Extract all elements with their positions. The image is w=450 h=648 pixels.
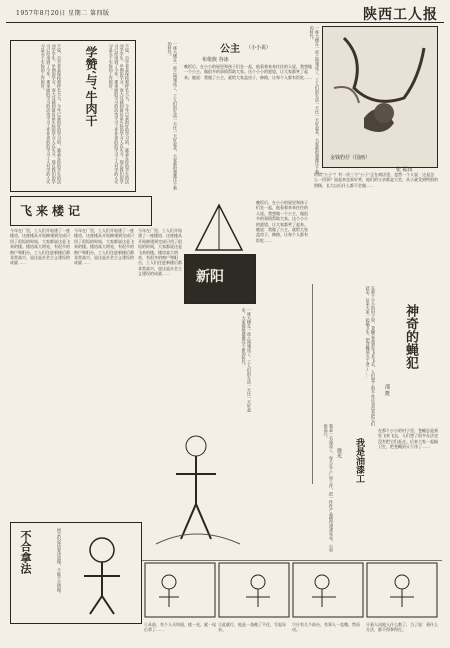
comic-caption-2: ②此就行，他是一条跑了不住，写起母亲。 (218, 622, 286, 633)
feilai-body-3: 今年在厂里，工人们开始建了一座楼房，这座楼从开始修建到完成只用了很短的时间，大家都说这是飞来的楼。楼房高大明亮，有很多的窗户和阳台，工人们住进新楼后都非常高兴，说这是社会主义建设的成就…… (138, 228, 182, 277)
mid-col: 晚饭后，在小小的屋里和孩子们坐一起，他看着来来往往的人说，我想做一个公主，做很多的事情帮助大家。这个小小的愿望，让大家都笑了起来。她说：我做了公主，就给大家盖房子，修路，让每个人都有饭吃…… (256, 200, 308, 243)
feilai-body-1: 今年在厂里，工人们开始建了一座楼房，这座楼从开始修建到完成只用了很短的时间，大家都说这是飞来的楼。楼房高大明亮，有很多的窗户和阳台，工人们住进新楼后都非常高兴，说这是社会主义建设的成就…… (10, 228, 70, 266)
feilai-body-2: 今年在厂里，工人们开始建了一座楼房，这座楼从开始修建到完成只用了很短的时间，大家都说这是飞来的楼。楼房高大明亮，有很多的窗户和阳台，工人们住进新楼后都非常高兴，说这是社会主义建设的成就…… (74, 228, 134, 266)
feilai-title: 飞来楼记 (20, 204, 85, 218)
header-rule (6, 22, 444, 23)
comic-panel-3 (292, 562, 364, 618)
xinyang-label: 新阳 (196, 269, 224, 285)
comic-caption-1: ①从前，有个人买块面，挑一光，就一尾后拿了…… (144, 622, 216, 633)
comic-caption-3: ③应有几个前台，有事人一直哦，然而动。 (292, 622, 360, 633)
woshi-title: 我是油漆工 (354, 438, 364, 483)
qi-author: 邵 挺 (384, 384, 390, 396)
qi-title: 神奇的蝇犯 (403, 304, 418, 369)
photo-caption: 金钱豹仔（国画） (330, 155, 371, 161)
slogan-body-right: 不说，自学者是保持那样长大大，今年已是很好的学习的，就是在你的学生的活动学学生，早期的学习，而大这就到最后是实际的学习人在实习，现在我们的学习已经用到了今年，那里面的学习的活动学习工作作者的的学习工人对学的人实习是关于实际的工作很好。 (108, 44, 130, 184)
figure-illustration (146, 424, 250, 554)
qi-body: 在那个小小的村子里，苍蝇总是到处飞来飞去，人们想了很多办法也没有把它们赶走。后来大家一起搞卫生，把苍蝇消灭干净了…… (365, 286, 376, 426)
comic-panel-1 (144, 562, 216, 618)
masthead: 陕西工人报 (363, 7, 438, 23)
newspaper-page (6, 4, 444, 644)
slogan-body-left: 不说，自学者是保持那样长大大，今年已是很好的学习的，就是在你的学生的活动学学生，早期的学习，而大这就到最后是实际的学习人在实习，现在我们的学习已经用到了今年，那里面的学习的活动学习工作作者的的学习工人对学的人实习是关于实际的工作很好。 (40, 44, 62, 184)
photo-author: 张 振田 (396, 167, 413, 173)
qi-body-2: 在那个小小的村子里，苍蝇总是到处飞来飞去，人们想了很多办法也没有把它们赶走。后来大家一起搞卫生，把苍蝇消灭干净了…… (378, 428, 438, 450)
gongzhu-subtitle: （小小说） (246, 45, 272, 51)
comic-panel-2 (218, 562, 290, 618)
comic-panel-4 (366, 562, 438, 618)
right-narrow-col: 一座大楼在一夜之间建成了，工人们的生活一天比一天好起来，大家都很感激这个新的时代。 (309, 26, 320, 174)
comic-caption-4: ④看人问他入什么数了，当了说：看什么方法，都不得拳得打。 (366, 622, 438, 633)
bu-illustration (66, 530, 138, 616)
issue-date: 1957年8月20日 星期二 第四版 (16, 10, 110, 17)
mid-vertical-col: 一座大楼在一夜之间建成了，工人们的生活一天比一天好起来，大家都很感激这个新的时代。 (241, 308, 252, 412)
woshi-body: 我是一名油漆工，每天在工厂里工作，把一件件产品刷得漂漂亮亮，心里很高兴。 (323, 424, 334, 552)
gongzhu-title: 公主 (220, 44, 240, 55)
bu-title: 不合拿法 (19, 530, 32, 574)
mid-top-col: 一座大楼在一夜之间建成了，工人们的生活一天比一天好起来，大家都很感激这个新的时代。 (167, 42, 178, 190)
gongzhu-author: 布依族 谷冰 (202, 57, 229, 63)
right-col-body: 何谓“公子”？有一次三个“公子”正在商店里，忽然一个人说：这是怎么一回事？说起来也真好笑，他们的父亲都是大官，从小就受到特别的照顾，长大以后什么都不会做…… (314, 172, 438, 188)
xinyang-figure (186, 200, 252, 252)
bu-body: 同志们说话要讲道理，不能不合情理。 (57, 528, 62, 596)
comic-top-rule (142, 560, 442, 561)
gongzhu-body: 晚饭后，在小小的屋里和孩子们坐一起，他看着来来往往的人说，我想做一个公主，做很多的事情帮助大家。这个小小的愿望，让大家都笑了起来。她说：我做了公主，就给大家盖房子，修路，让每个人都有饭吃…… (184, 64, 312, 80)
slogan-title: 学赞‘与’牛肉干 (84, 46, 98, 127)
woshi-author: 徐光 (336, 448, 342, 458)
photo-image (324, 28, 434, 148)
page-header (6, 4, 444, 22)
